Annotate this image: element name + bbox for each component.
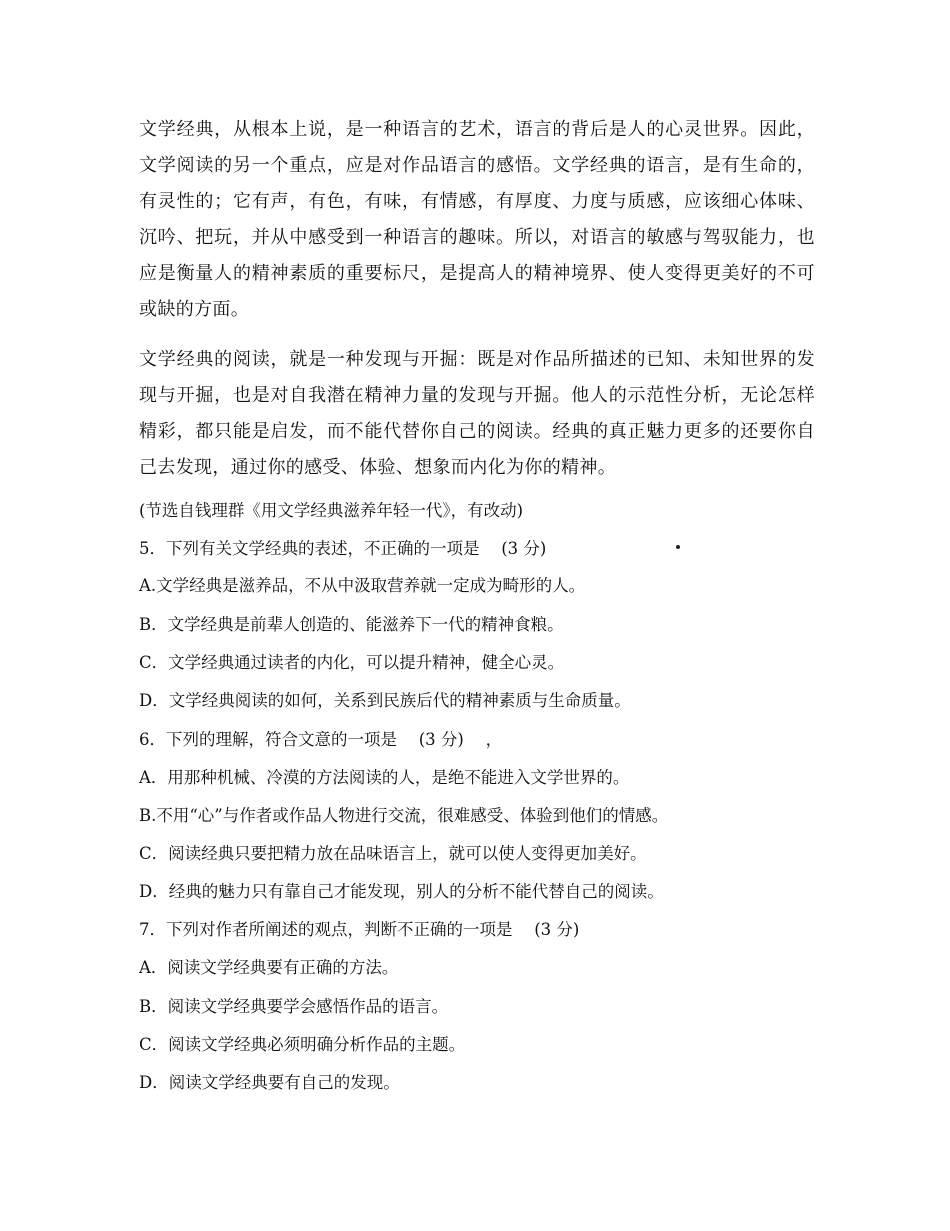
- question-7-option-a: A．阅读文学经典要有正确的方法。: [139, 958, 399, 977]
- question-7-option-c: C．阅读文学经典必须明确分析作品的主题。: [139, 1035, 466, 1054]
- question-6-option-a: A．用那种机械、冷漠的方法阅读的人，是绝不能进入文学世界的。: [139, 768, 630, 787]
- passage-source: (节选自钱理群《用文学经典滋养年轻一代》，有改动): [139, 501, 524, 520]
- question-6-option-b: B.不用“心”与作者或作品人物进行交流，很难感受、体验到他们的情感。: [139, 806, 669, 825]
- passage-paragraph-2: 文学经典的阅读，就是一种发现与开掘：既是对作品所描述的已知、未知世界的发现与开掘，也是对自我潜在精神力量的发现与开掘。他人的示范性分析，无论怎样精彩，都只能是启发，而不能代替你自己的阅读。经典的真正魅力更多的还要你自己去发现，通过你的感受、体验、想象而内化为你的精神。: [139, 349, 815, 478]
- question-7-stem: 7．下列对作者所阐述的观点，判断不正确的一项是 (3 分): [139, 920, 580, 939]
- question-6-stem: 6．下列的理解，符合文意的一项是 (3 分) ，: [139, 730, 503, 749]
- question-7-option-d: D．阅读文学经典要有自己的发现。: [139, 1073, 400, 1092]
- stray-dot-mark: [676, 545, 680, 549]
- question-5-stem: 5．下列有关文学经典的表述，不正确的一项是 (3 分): [139, 539, 547, 558]
- question-5-option-c: C．文学经典通过读者的内化，可以提升精神，健全心灵。: [139, 653, 565, 672]
- question-5-option-d: D．文学经典阅读的如何，关系到民族后代的精神素质与生命质量。: [139, 691, 631, 710]
- question-5-option-b: B．文学经典是前辈人创造的、能滋养下一代的精神食粮。: [139, 615, 564, 634]
- passage-paragraph-1: 文学经典，从根本上说，是一种语言的艺术，语言的背后是人的心灵世界。因此，文学阅读的另一个重点，应是对作品语言的感悟。文学经典的语言，是有生命的，有灵性的；它有声，有色，有味，有情感，有厚度、力度与质感，应该细心体味、沉吟、把玩，并从中感受到一种语言的趣味。所以，对语言的敏感与驾驭能力，也应是衡量人的精神素质的重要标尺，是提高人的精神境界、使人变得更美好的不可或缺的方面。: [139, 119, 815, 320]
- question-5-option-a: A.文学经典是滋养品，不从中汲取营养就一定成为畸形的人。: [139, 576, 586, 595]
- question-6-option-d: D．经典的魅力只有靠自己才能发现，别人的分析不能代替自己的阅读。: [139, 882, 664, 901]
- question-7-option-b: B．阅读文学经典要学会感悟作品的语言。: [139, 997, 449, 1016]
- question-6-option-c: C．阅读经典只要把精力放在品味语言上，就可以使人变得更加美好。: [139, 844, 647, 863]
